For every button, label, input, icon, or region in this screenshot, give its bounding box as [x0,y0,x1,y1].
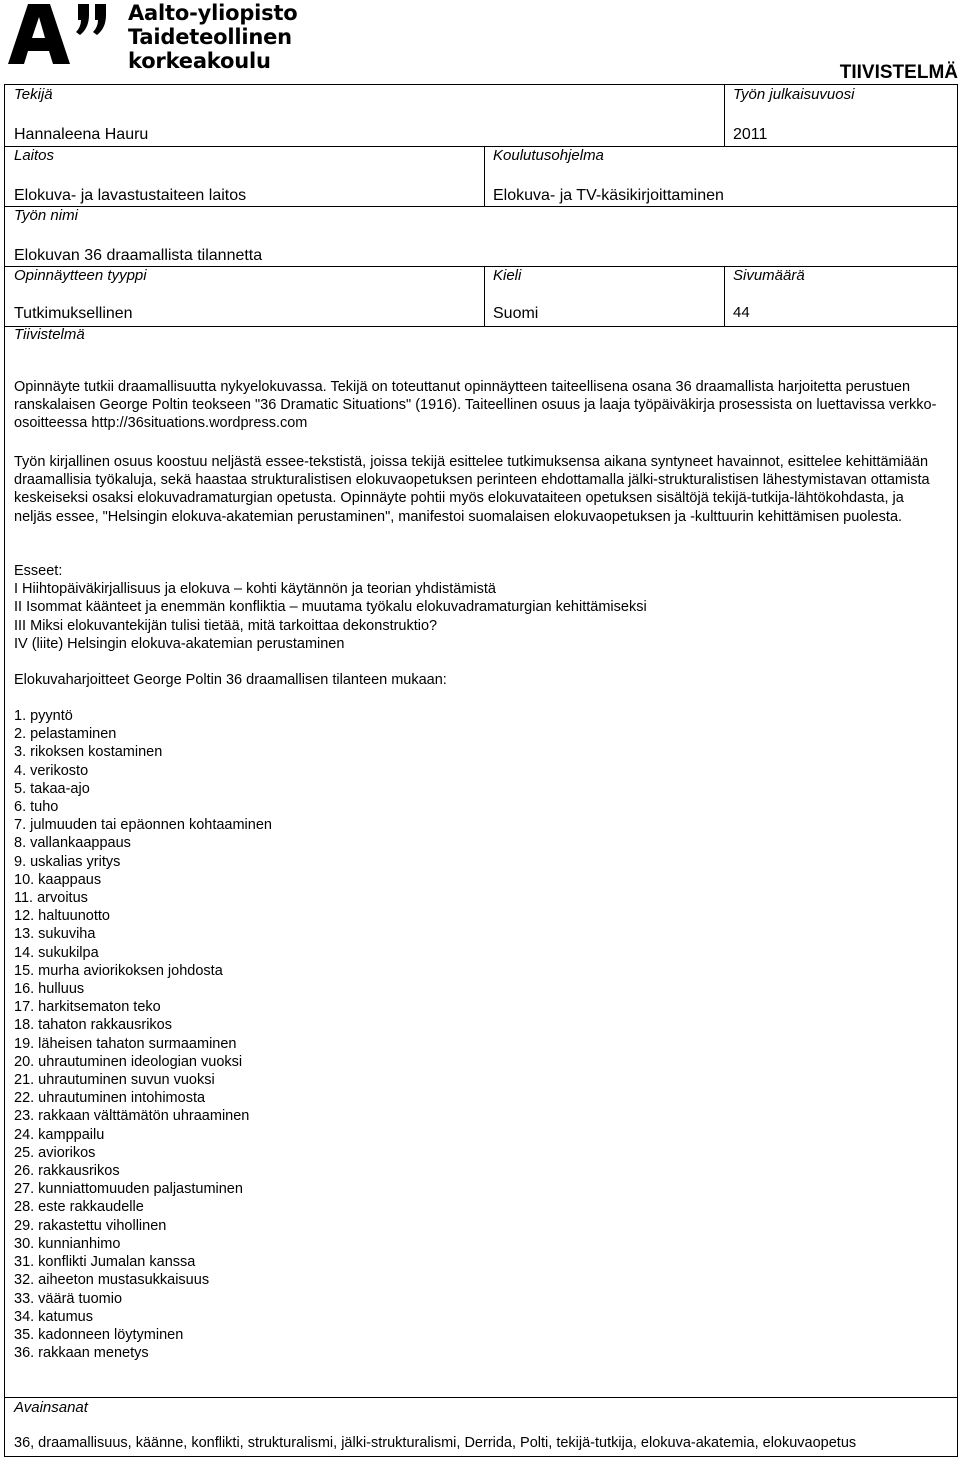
situation-item: 2. pelastaminen [14,726,117,743]
situation-item: 24. kamppailu [14,1126,105,1143]
situation-item: 18. tahaton rakkausrikos [14,1017,172,1034]
situation-item: 3. rikoksen kostaminen [14,744,163,761]
situation-item: 11. arvoitus [14,890,88,907]
divider-row-1 [4,146,958,147]
situation-item: 14. sukukilpa [14,944,99,961]
essay-item: I Hiihtopäiväkirjallisuus ja elokuva – kohti käytännön ja teorian yhdistämistä [14,581,496,598]
situation-item: 13. sukuviha [14,926,96,943]
situation-item: 20. uhrautuminen ideologian vuoksi [14,1053,243,1070]
situation-item: 31. konflikti Jumalan kanssa [14,1254,196,1271]
title-value: Elokuvan 36 draamallista tilannetta [14,247,263,264]
situation-item: 9. uskalias yritys [14,853,121,870]
type-label: Opinnäytteen tyyppi [14,267,147,284]
divider-col-language [484,266,485,326]
exercises-intro [14,671,944,689]
situation-item: 12. haltuunotto [14,908,110,925]
pages-label: Sivumäärä [733,267,805,284]
situation-item: 15. murha aviorikoksen johdosta [14,962,223,979]
situation-item: 1. pyyntö [14,708,73,724]
situation-item: 4. verikosto [14,762,89,779]
situation-item: 36. rakkaan menetys [14,1345,149,1362]
situation-item: 33. väärä tuomio [14,1290,123,1307]
situation-item: 30. kunnianhimo [14,1235,121,1252]
situation-item: 32. aiheeton mustasukkaisuus [14,1272,210,1289]
department-label: Laitos [14,147,55,164]
keywords-value: 36, draamallisuus, käänne, konflikti, strukturalismi, jälki-strukturalismi, Derrida, Polti, tekijä-tutkija, elokuva-akatemia, elokuvaopetus [14,1435,857,1451]
essay-item: III Miksi elokuvantekijän tulisi tietää, mitä tarkoittaa dekonstruktio? [14,617,438,634]
essay-item: IV (liite) Helsingin elokuva-akatemian perustaminen [14,635,345,652]
type-value: Tutkimuksellinen [14,305,133,322]
situation-item: 17. harkitsematon teko [14,999,161,1016]
situation-item: 26. rakkausrikos [14,1163,120,1180]
situation-item: 19. läheisen tahaton surmaaminen [14,1035,237,1052]
author-label: Tekijä [14,86,53,103]
abstract-paragraph-1 [14,378,944,433]
divider-row-4 [4,326,958,327]
situation-item: 35. kadonneen löytyminen [14,1326,184,1343]
situation-item: 8. vallankaappaus [14,835,131,852]
divider-col-year [724,84,725,146]
aalto-logo [6,0,426,73]
situation-item: 5. takaa-ajo [14,780,90,797]
situation-item: 6. tuho [14,799,59,816]
document-title: TIIVISTELMÄ [839,62,958,83]
language-value: Suomi [493,305,539,322]
situation-item: 25. aviorikos [14,1144,96,1161]
situation-item: 22. uhrautuminen intohimosta [14,1090,206,1107]
abstract-label: Tiivistelmä [14,326,85,343]
logo-university-name: Aalto-yliopisto [128,1,298,25]
situation-item: 23. rakkaan välttämätön uhraaminen [14,1108,250,1125]
situation-item: 29. rakastettu vihollinen [14,1217,167,1234]
year-value: 2011 [733,126,768,143]
situation-item: 16. hulluus [14,981,85,998]
abstract-paragraph-2 [14,453,944,526]
divider-keywords [4,1397,958,1398]
essay-item: II Isommat käänteet ja enemmän konfliktia – muutama työkalu elokuvadramaturgian kehittämiseksi [14,599,647,616]
abstract-paragraph-1-text: Opinnäyte tutkii draamallisuutta nykyelokuvassa. Tekijä on toteuttanut opinnäytteen taiteellisena osana 36 draamallista harjoitetta perustuen ranskalaisen George Poltin teokseen "36 Dramatic Situations" (1916). Taiteellinen osuus ja laaja työpäiväkirja prosessista on luettavissa verkko-osoitteessa http://36situations.wordpress.com [14,379,937,432]
situation-item: 7. julmuuden tai epäonnen kohtaaminen [14,817,272,834]
abstract-paragraph-2-text: Työn kirjallinen osuus koostuu neljästä essee-tekstistä, joissa tekijä esittelee tutkimuksensa aikana syntyneet havainnot, esittelee kehittämiään draamallisia työkaluja, sekä haastaa strukturalistisen elokuvaopetuksen perinteen ehdottamalla jälki-strukturalistisen lähestymistavan ottamista keskeiseksi osaksi elokuvadramaturgian opetusta. Opinnäyte pohtii myös elokuvataiteen opetuksen sisältöjä tekijä-tutkija-lähtökohdasta, ja neljäs essee, "Helsingin elokuva-akatemian perustaminen", manifestoi suomalaisen elokuvaopetuksen ja -kulttuurin kehittämisen puolesta. [14,454,930,525]
author-value: Hannaleena Hauru [14,126,149,143]
essays-heading: Esseet: [14,563,63,579]
divider-col-programme [484,146,485,206]
situation-item: 28. este rakkaudelle [14,1199,144,1216]
logo-school-name: Taideteollinen korkeakoulu [128,25,292,73]
keywords-label: Avainsanat [14,1399,88,1416]
situations-list [14,707,272,1362]
situation-item: 10. kaappaus [14,871,102,888]
divider-row-2 [4,206,958,207]
situation-item: 27. kunniattomuuden paljastuminen [14,1181,243,1198]
essays-section [14,562,944,653]
situation-item: 21. uhrautuminen suvun vuoksi [14,1072,215,1089]
pages-value: 44 [733,304,750,321]
year-label: Työn julkaisuvuosi [733,86,855,103]
title-label: Työn nimi [14,207,78,224]
exercises-intro-text: Elokuvaharjoitteet George Poltin 36 draamallisen tilanteen mukaan: [14,672,447,688]
language-label: Kieli [493,267,522,284]
programme-label: Koulutusohjelma [493,147,604,164]
aalto-a-mark-icon [6,0,116,66]
divider-col-pages [724,266,725,326]
programme-value: Elokuva- ja TV-käsikirjoittaminen [493,187,724,204]
department-value: Elokuva- ja lavastustaiteen laitos [14,187,247,204]
divider-row-3 [4,266,958,267]
situation-item: 34. katumus [14,1308,93,1325]
